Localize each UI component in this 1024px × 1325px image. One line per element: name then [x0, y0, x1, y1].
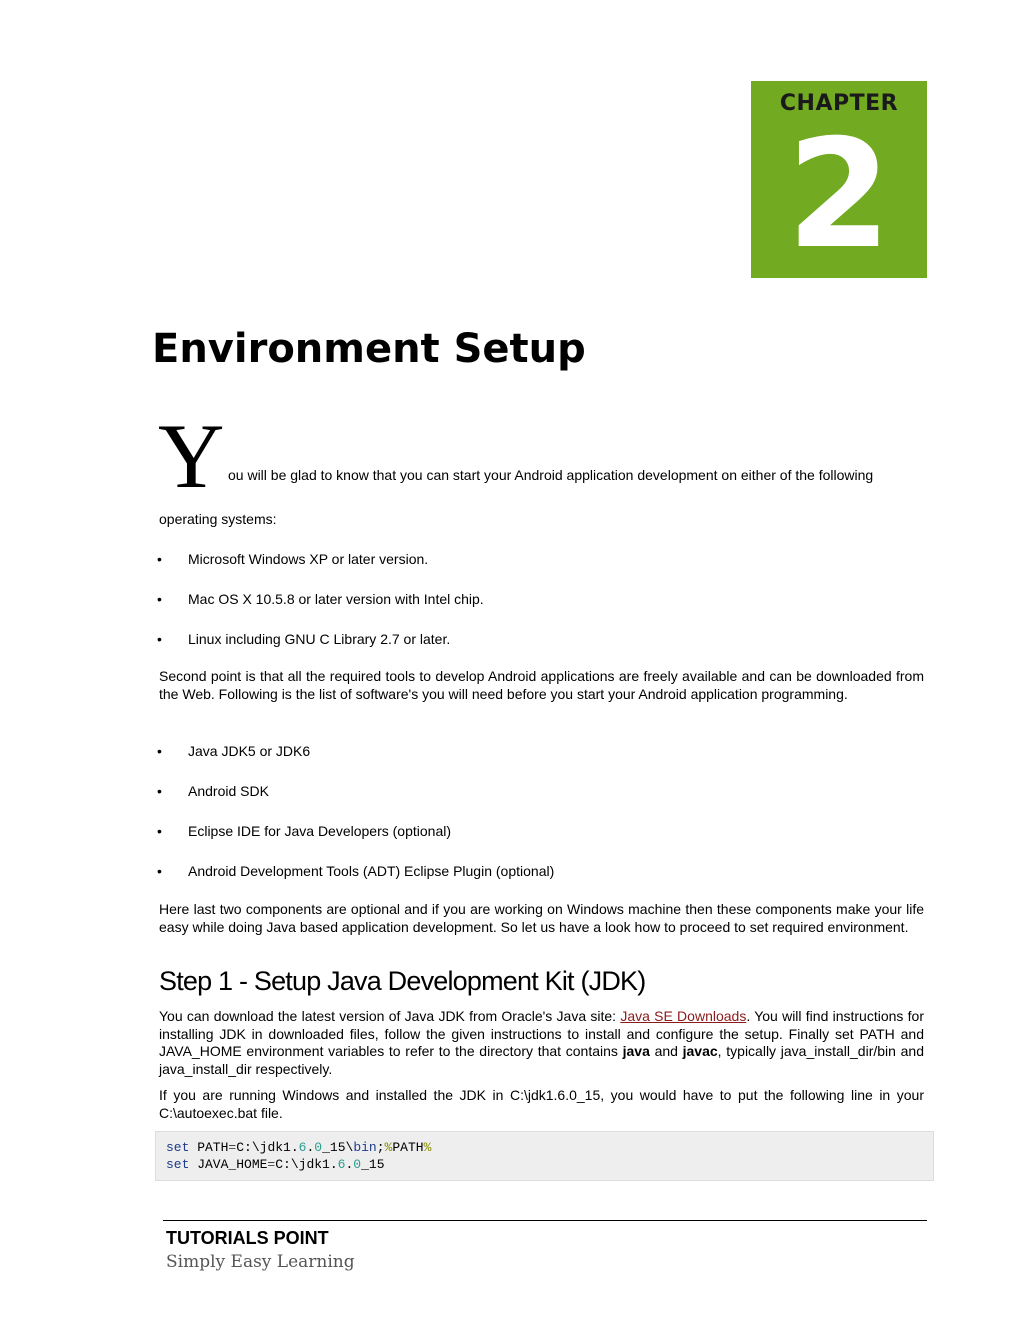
code-text: PATH [189, 1140, 229, 1155]
code-line [166, 1139, 923, 1156]
code-text: C:\jdk1. [236, 1140, 299, 1155]
bullet-icon: • [157, 783, 162, 799]
code-number: 0 [314, 1140, 323, 1155]
bullet-icon: • [157, 743, 162, 759]
list-item-label: Linux including GNU C Library 2.7 or later. [188, 631, 451, 647]
chapter-badge [751, 81, 927, 278]
list-item-label: Eclipse IDE for Java Developers (optional) [188, 823, 452, 839]
java-se-downloads-link[interactable]: Java SE Downloads [620, 1008, 747, 1024]
code-text: ; [376, 1140, 385, 1155]
code-text: PATH [392, 1140, 424, 1155]
text-span: and [649, 1043, 683, 1059]
bullet-icon: • [157, 631, 162, 647]
code-keyword: bin [353, 1140, 377, 1155]
paragraph-download [159, 1008, 924, 1078]
bold-javac: javac [682, 1043, 718, 1059]
code-text: . [306, 1140, 315, 1155]
code-operator: = [267, 1157, 276, 1172]
drop-cap: Y [158, 405, 225, 507]
code-percent: % [384, 1140, 393, 1155]
code-operator: = [228, 1140, 237, 1155]
chapter-number: 2 [786, 108, 892, 278]
section-heading: Step 1 - Setup Java Development Kit (JDK) [159, 966, 646, 996]
paragraph-optional: Here last two components are optional and if you are working on Windows machine then these components make your life easy while doing Java based application development. So let us have a look how to proceed to set required environment. [159, 901, 924, 935]
list-item-label: Java JDK5 or JDK6 [188, 743, 311, 759]
intro-line-1: ou will be glad to know that you can start your Android application development on either of the following [228, 467, 874, 483]
text-span: You can download the latest version of Java JDK from Oracle's Java site: [159, 1008, 621, 1024]
bullet-icon: • [157, 551, 162, 567]
list-item-label: Mac OS X 10.5.8 or later version with Intel chip. [188, 591, 484, 607]
bullet-icon: • [157, 591, 162, 607]
bold-java: java [622, 1043, 650, 1059]
list-item-label: Android SDK [188, 783, 269, 799]
code-number: 0 [353, 1157, 362, 1172]
code-line [166, 1156, 923, 1173]
code-number: 6 [337, 1157, 346, 1172]
code-text: _15\ [322, 1140, 354, 1155]
paragraph-windows: If you are running Windows and installed the JDK in C:\jdk1.6.0_15, you would have to put the following line in your C:\autoexec.bat file. [159, 1087, 924, 1121]
bullet-icon: • [157, 823, 162, 839]
code-number: 6 [298, 1140, 307, 1155]
code-percent: % [423, 1140, 432, 1155]
list-item-label: Microsoft Windows XP or later version. [188, 551, 429, 567]
page-title: Environment Setup [152, 326, 586, 372]
list-item-label: Android Development Tools (ADT) Eclipse Plugin (optional) [188, 863, 555, 879]
footer-divider [163, 1220, 927, 1221]
footer-brand: TUTORIALS POINT [166, 1228, 329, 1248]
bullet-icon: • [157, 863, 162, 879]
code-keyword: set [166, 1140, 190, 1155]
footer-tagline: Simply Easy Learning [166, 1252, 355, 1272]
code-text: _15 [361, 1157, 385, 1172]
text-span: . You will find instructions for installing JDK in downloaded files, follow the given instructions to install and configure the setup. Finally set PATH and JAVA_HOME environment variables to refer to the directory that contains [159, 1008, 925, 1059]
text-span: , typically java_install_dir/bin and java_install_dir respectively. [159, 1043, 925, 1077]
code-text: JAVA_HOME [189, 1157, 268, 1172]
code-block [155, 1131, 934, 1181]
code-keyword: set [166, 1157, 190, 1172]
chapter-label: CHAPTER [779, 91, 899, 116]
code-text: . [345, 1157, 354, 1172]
code-text: C:\jdk1. [275, 1157, 338, 1172]
intro-line-2: operating systems: [159, 511, 277, 527]
paragraph-tools: Second point is that all the required tools to develop Android applications are freely available and can be downloaded from the Web. Following is the list of software's you will need before you start your Android application programming. [159, 668, 924, 702]
